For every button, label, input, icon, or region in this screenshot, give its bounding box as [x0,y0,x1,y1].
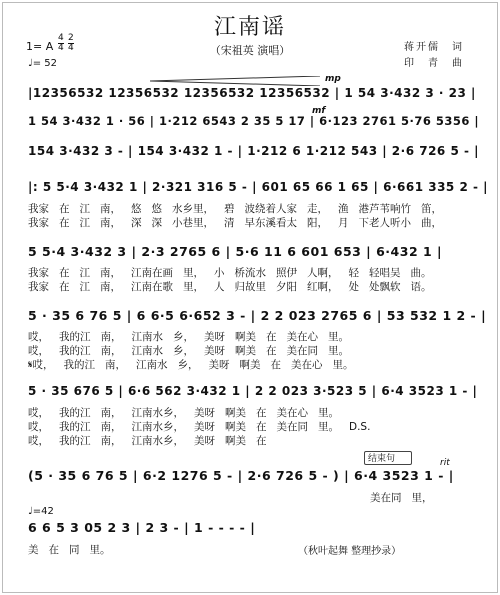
lyric-syllable: 港芦苇响竹 [358,203,411,215]
lyric-syllable: 美在同 [276,421,308,433]
lyric-syllable: 渔 [338,203,349,215]
lyric-syllable: 处飘软 [369,281,401,293]
lyric-syllable: 归故里 [234,281,266,293]
lyric-syllable: 照伊 [276,267,297,279]
lyric-syllable: 江南水 [131,345,163,357]
lyric-syllable: 桥流水 [234,267,266,279]
lyric-syllable: 美呀 [194,407,215,419]
lyric-syllable: 啊美 [235,331,256,343]
lyric-syllable: 小巷里， [172,217,214,229]
lyrics-row-5-verse-2 [28,279,442,294]
lyric-syllable: 同 [69,544,80,556]
lyric-syllable: 我家 [28,281,49,293]
lyric-syllable: 里， [183,281,204,293]
lyric-syllable: 里。 [318,421,339,433]
lyric-syllable: 人啊， [307,267,339,279]
transcription-credit: （秋叶起舞 整理抄录） [298,546,402,557]
lyric-syllable: 哎， [28,421,49,433]
lyric-syllable: 里。 [318,407,339,419]
lyric-syllable: 在 [256,407,267,419]
lyric-syllable: 我家 [28,217,49,229]
lyric-syllable: 在 [59,203,70,215]
lyric-syllable: 曲。 [410,267,432,279]
lyric-syllable: 我的江 [59,331,91,343]
lyric-syllable: 江 [79,203,90,215]
lyric-syllable: 江南水乡， [131,407,184,419]
lyrics-row-7-verse-1 [28,405,349,420]
lyric-syllable: 在 [59,267,70,279]
lyric-syllable: 我家 [28,267,49,279]
lyric-syllable: 南， [100,331,122,343]
lyric-syllable: 水乡里， [172,203,214,215]
time-signature-2: 2 4 [68,33,74,53]
key-signature: 1= A [26,40,54,53]
lyric-syllable: 南， [100,435,122,447]
lyric-syllable: 在 [48,544,59,556]
lyric-syllable: 南， [100,267,121,279]
lyric-syllable: 笛， [421,203,442,215]
lyric-syllable: 红啊， [307,281,339,293]
lyric-syllable: 南， [100,203,121,215]
lyric-syllable: D.S. [349,421,371,433]
lyric-syllable: 轻 [348,267,359,279]
lyric-syllable: 美呀 [204,331,225,343]
lyric-syllable: 南， [100,345,122,357]
time-signature-1: 4 4 [58,33,64,53]
lyric-syllable: 江南在歌 [131,281,173,293]
notation-row-8: (5 · 35 6 76 5 | 6·2 1276 5 - | 2·6 726 5 - ) | 6·4 3523 1 - | [28,468,454,483]
lyric-syllable: 我的江 [59,421,91,433]
lyric-syllable: 语。 [410,281,432,293]
notation-row-6: 5 · 35 6 76 5 | 6 6·5 6·652 3 - | 2 2 023 2765 6 | 53 532 1 2 - | [28,308,487,323]
lyrics-row-6-verse-3 [28,357,364,372]
lyrics-row-6-verse-2 [28,343,359,358]
lyric-syllable: 碧 [224,203,235,215]
lyric-syllable: 哎， [28,435,49,447]
lyric-syllable: 在 [59,217,70,229]
notation-row-3: 154 3·432 3 - | 154 3·432 1 - | 1·212 6 1·212 543 | 2·6 726 5 - | [28,144,480,158]
lyric-syllable: 江南水 [136,359,168,371]
lyric-syllable: 啊美 [225,407,246,419]
dynamic-rit: rit [440,458,450,468]
lyric-syllable: 早东溪看太 [244,217,297,229]
lyric-syllable: 哎， [28,345,49,357]
lyric-syllable: 处 [348,281,359,293]
lyric-syllable: 哎， [28,331,49,343]
lyric-syllable: 啊美 [239,359,261,371]
lyric-syllable: 江南水乡， [131,435,184,447]
lyric-syllable: 在 [270,359,282,371]
lyric-syllable: 啊美 [225,421,246,433]
lyric-syllable: 在 [256,421,267,433]
lyric-syllable: 里， [183,267,204,279]
lyric-syllable: 里。 [328,331,349,343]
lyric-syllable: 南， [100,217,121,229]
lyric-syllable: 美在同 [370,492,402,504]
lyric-syllable: 夕阳 [276,281,297,293]
ending-label: 结束句 [368,454,396,464]
lyric-syllable: 南， [100,407,122,419]
lyric-syllable: 美 [28,544,39,556]
notation-row-7: 5 · 35 676 5 | 6·6 562 3·432 1 | 2 2 023 3·523 5 | 6·4 3523 1 - | [28,384,478,398]
lyric-syllable: 𝄋哎， [28,359,54,371]
dynamic-mf: mf [312,106,326,116]
notation-row-9: 6 6 5 3 05 2 3 | 2 3 - | 1 - - - - | [28,520,256,535]
lyricist-credit: 蒋开儒 词 [404,42,464,53]
notation-row-1: |12356532 12356532 12356532 12356532 | 1 54 3·432 3 · 23 | [28,86,476,100]
notation-row-5: 5 5·4 3·432 3 | 2·3 2765 6 | 5·6 11 6 601 653 | 6·432 1 | [28,244,443,259]
lyric-syllable: 美在心 [291,359,323,371]
lyric-syllable: 南， [100,421,122,433]
lyric-syllable: 里。 [89,544,111,556]
lyric-syllable: 我的江 [59,345,91,357]
tempo-mark: ♩= 52 [28,58,57,69]
lyric-syllable: 江 [79,281,90,293]
lyric-syllable: 波绕着人家 [244,203,297,215]
lyric-syllable: 啊美 [225,435,246,447]
notation-row-4: |: 5 5·4 3·432 1 | 2·321 316 5 - | 601 65 66 1 65 | 6·661 335 2 - | [28,180,489,194]
lyrics-row-4-verse-1 [28,201,452,216]
lyric-syllable: 里。 [328,345,349,357]
notation-row-2: 1 54 3·432 1 · 56 | 1·212 6543 2 35 5 17 | 6·123 2761 5·76 5356 | [28,114,480,128]
lyric-syllable: 美呀 [194,435,215,447]
lyrics-row-7-verse-3 [28,433,277,448]
lyric-syllable: 月 [338,217,349,229]
crescendo-hairpin [150,76,320,86]
lyric-syllable: 在 [59,281,70,293]
lyrics-row-5-verse-1 [28,265,442,280]
lyric-syllable: 在 [266,331,277,343]
lyric-syllable: 曲， [421,217,442,229]
lyric-syllable: 啊美 [235,345,256,357]
lyrics-row-7-verse-2 [28,419,380,434]
tempo-mark-2: ♩=42 [28,506,54,517]
lyric-syllable: 江南在画 [131,267,173,279]
lyric-syllable: 在 [266,345,277,357]
lyric-syllable: 美在同 [286,345,318,357]
lyric-syllable: 哎， [28,407,49,419]
lyric-syllable: 深 [131,217,142,229]
lyric-syllable: 下老人听小 [358,217,411,229]
lyric-syllable: 我的江 [59,435,91,447]
lyric-syllable: 南， [105,359,127,371]
lyric-syllable: 我的江 [63,359,96,371]
lyric-syllable: 江南水乡， [131,421,184,433]
lyric-syllable: 江 [79,267,90,279]
lyric-syllable: 乡， [177,359,199,371]
lyric-syllable: 阳， [307,217,328,229]
lyric-syllable: 我家 [28,203,49,215]
song-title: 江南谣 [213,15,286,40]
lyric-syllable: 美在心 [286,331,318,343]
lyric-syllable: 走， [307,203,328,215]
lyric-syllable: 美呀 [208,359,230,371]
lyrics-row-9 [28,542,121,557]
lyrics-row-8 [370,490,443,505]
lyric-syllable: 美在心 [276,407,308,419]
lyric-syllable: 里， [411,492,433,504]
lyric-syllable: 深 [151,217,162,229]
lyrics-row-6-verse-1 [28,329,359,344]
lyric-syllable: 轻唱吴 [369,267,401,279]
lyric-syllable: 悠 [131,203,142,215]
lyric-syllable: 我的江 [59,407,91,419]
lyric-syllable: 里。 [332,359,354,371]
lyric-syllable: 清 [224,217,235,229]
lyric-syllable: 在 [256,435,267,447]
lyric-syllable: 悠 [151,203,162,215]
lyric-syllable: 江南水 [131,331,163,343]
dynamic-mp: mp [325,74,341,84]
composer-credit: 印 青 曲 [404,58,464,69]
lyric-syllable: 美呀 [204,345,225,357]
song-subtitle: （宋祖英 演唱） [209,44,291,57]
lyric-syllable: 小 [214,267,225,279]
lyrics-row-4-verse-2 [28,215,452,230]
lyric-syllable: 乡， [173,331,194,343]
lyric-syllable: 南， [100,281,121,293]
lyric-syllable: 江 [79,217,90,229]
lyric-syllable: 人 [214,281,225,293]
lyric-syllable: 美呀 [194,421,215,433]
lyric-syllable: 乡， [173,345,194,357]
